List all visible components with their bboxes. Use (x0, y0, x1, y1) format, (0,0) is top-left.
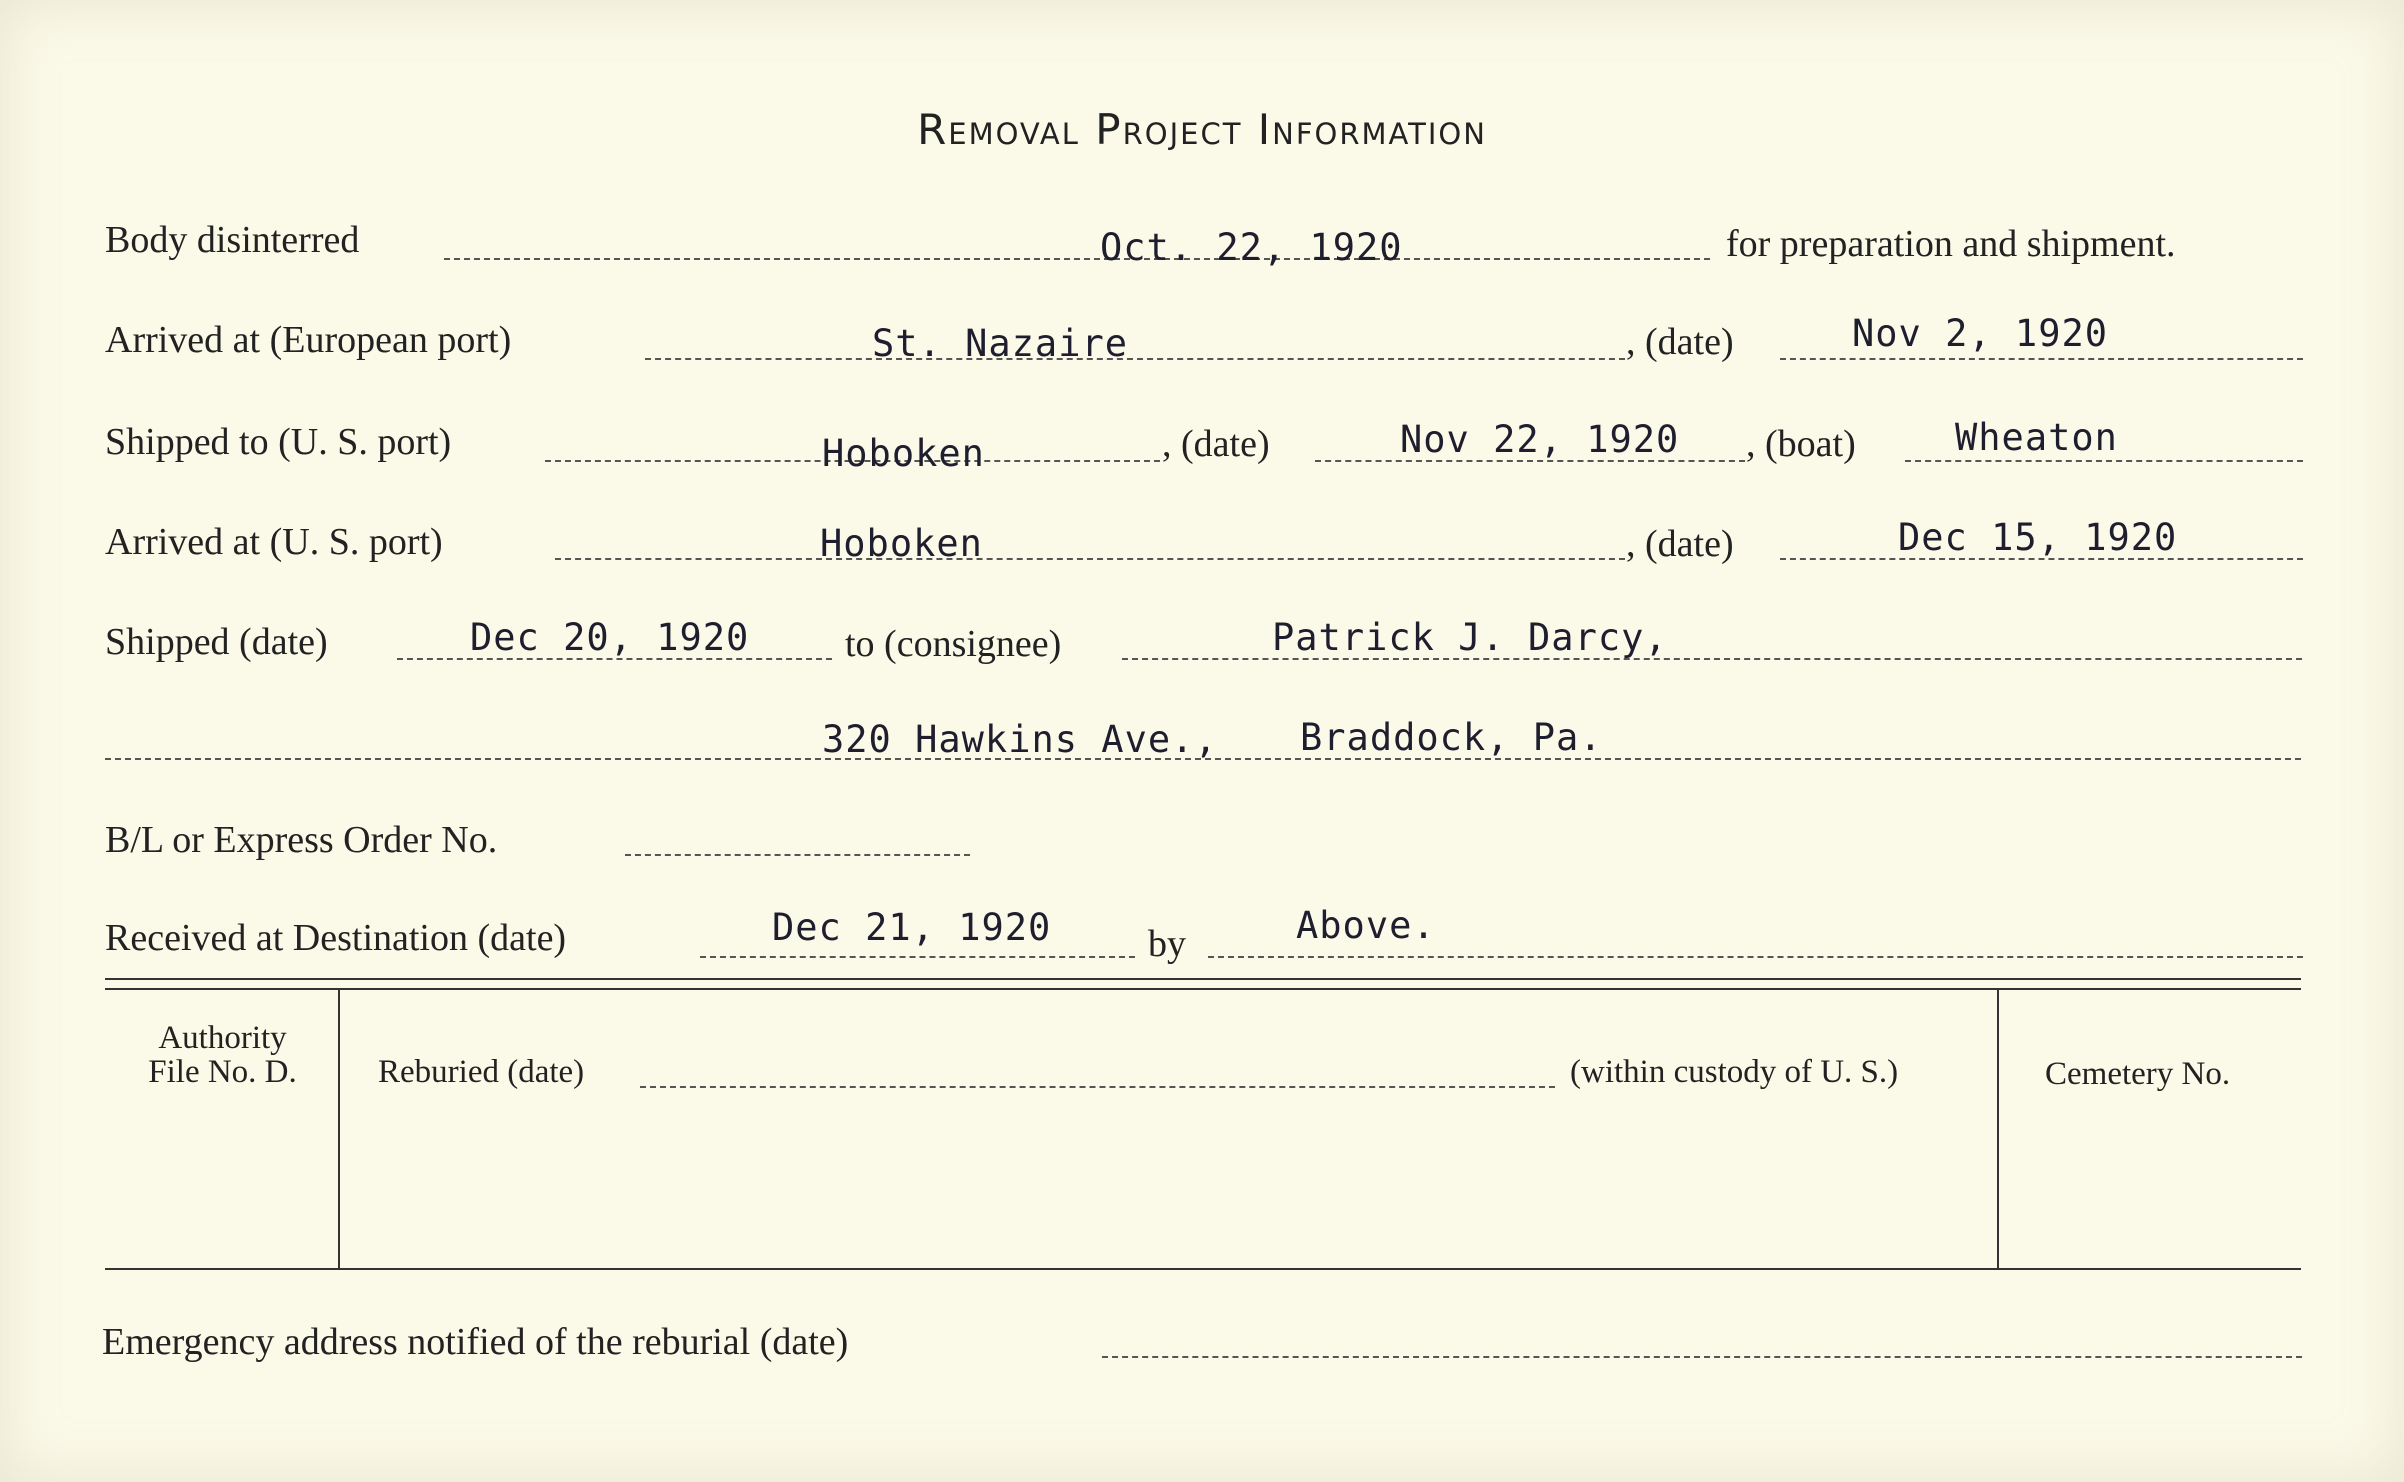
arrived-european-date-label: , (date) (1626, 321, 1734, 363)
bl-order-label: B/L or Express Order No. (105, 819, 498, 861)
body-disinterred-value: Oct. 22, 1920 (1100, 226, 1403, 269)
received-label: Received at Destination (date) (105, 917, 567, 959)
emergency-line (1102, 1356, 2302, 1358)
shipped-us-boat-label: , (boat) (1746, 423, 1856, 465)
received-by-label: by (1148, 923, 1186, 965)
received-by-line (1208, 956, 2303, 958)
arrived-european-line (645, 358, 1625, 360)
shipped-us-boat-line (1905, 460, 2303, 462)
arrived-european-port: St. Nazaire (872, 322, 1129, 365)
table-divider-left (338, 990, 340, 1268)
arrived-us-label: Arrived at (U. S. port) (105, 521, 443, 563)
bl-order-line (625, 854, 970, 856)
received-date-line (700, 956, 1135, 958)
authority-label-2: File No. D. (148, 1054, 297, 1090)
arrived-european-date: Nov 2, 1920 (1852, 312, 2109, 355)
arrived-us-date: Dec 15, 1920 (1898, 516, 2178, 559)
shipped-us-boat: Wheaton (1955, 416, 2118, 459)
table-bottom-rule (105, 1268, 2301, 1270)
received-date: Dec 21, 1920 (772, 906, 1052, 949)
shipped-us-date: Nov 22, 1920 (1400, 418, 1680, 461)
card-title: Removal Project Information (917, 105, 1487, 154)
table-top-rule-1 (105, 978, 2301, 980)
arrived-us-port-line (555, 558, 1625, 560)
table-divider-right (1997, 990, 1999, 1268)
consignee-city: Braddock, Pa. (1300, 716, 1603, 759)
body-disinterred-label: Body disinterred (105, 219, 360, 261)
body-disinterred-suffix: for preparation and shipment. (1726, 223, 2176, 265)
arrived-european-date-line (1780, 358, 2303, 360)
cemetery-label: Cemetery No. (2045, 1056, 2231, 1092)
body-disinterred-line (444, 258, 1710, 260)
shipped-us-port: Hoboken (822, 432, 985, 475)
consignee-label: to (consignee) (845, 623, 1062, 665)
shipped-us-date-label: , (date) (1162, 423, 1270, 465)
shipped-date: Dec 20, 1920 (470, 616, 750, 659)
authority-label-1: Authority (158, 1020, 287, 1056)
arrived-us-port: Hoboken (820, 522, 983, 565)
received-by: Above. (1296, 904, 1436, 947)
shipped-date-label: Shipped (date) (105, 621, 328, 663)
arrived-european-label: Arrived at (European port) (105, 319, 512, 361)
emergency-label: Emergency address notified of the reburial (date) (102, 1321, 849, 1363)
reburied-label: Reburied (date) (378, 1054, 585, 1090)
shipped-us-label: Shipped to (U. S. port) (105, 421, 452, 463)
consignee-name: Patrick J. Darcy, (1272, 616, 1668, 659)
arrived-us-date-label: , (date) (1626, 523, 1734, 565)
reburied-line (640, 1086, 1555, 1088)
table-top-rule-2 (105, 988, 2301, 990)
consignee-address: 320 Hawkins Ave., (822, 718, 1218, 761)
custody-label: (within custody of U. S.) (1570, 1054, 1899, 1090)
